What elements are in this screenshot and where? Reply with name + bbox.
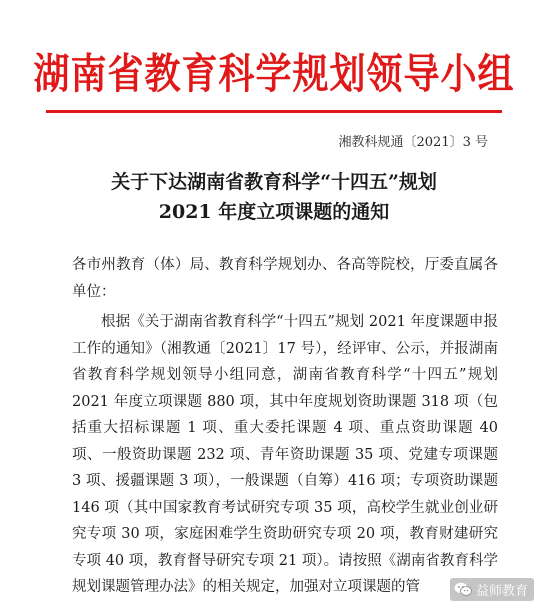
- masthead: 湖南省教育科学规划领导小组: [33, 51, 515, 99]
- watermark-text: 益师教育: [475, 584, 528, 599]
- document-number: 湘教科规通〔2021〕3 号: [338, 135, 488, 150]
- watermark: [450, 578, 534, 601]
- salutation: 各市州教育（体）局、教育科学规划办、各高等院校，厅委直属各单位：: [72, 257, 498, 300]
- red-divider-rule: [46, 110, 502, 113]
- wechat-icon: [454, 582, 472, 597]
- title-line-2: 2021 年度立项课题的通知: [158, 201, 390, 223]
- document-title: [0, 167, 548, 227]
- document-body: [72, 252, 498, 601]
- title-line-1: 关于下达湖南省教育科学“十四五”规划: [111, 171, 437, 193]
- body-paragraph: 根据《关于湖南省教育科学“十四五”规划 2021 年度课题申报工作的通知》（湘教通〔2021〕17 号），经评审、公示，并报湖南省教育科学规划领导小组同意，湖南省教育科学“十四五”规划 2021 年度立项课题 880 项，其中年度规划资助课题 318 项（包括重大招标课题 1 项、重大委托课题 4 项、重点资助课题 40 项、一般资助课题 232 项、青年资助课题 35 项、党建专项课题 3 项、援疆课题 3 项），一般课题（自筹）416 项；专项资助课题 146 项（其中国家教育考试研究专项 35 项，高校学生就业创业研究专项 30 项，家庭困难学生资助研究专项 20 项，教育财建研究专项 40 项，教育督导研究专项 21 项）。请按照《湖南省教育科学规划课题管理办法》的相关规定，加强对立项课题的管: [72, 314, 498, 595]
